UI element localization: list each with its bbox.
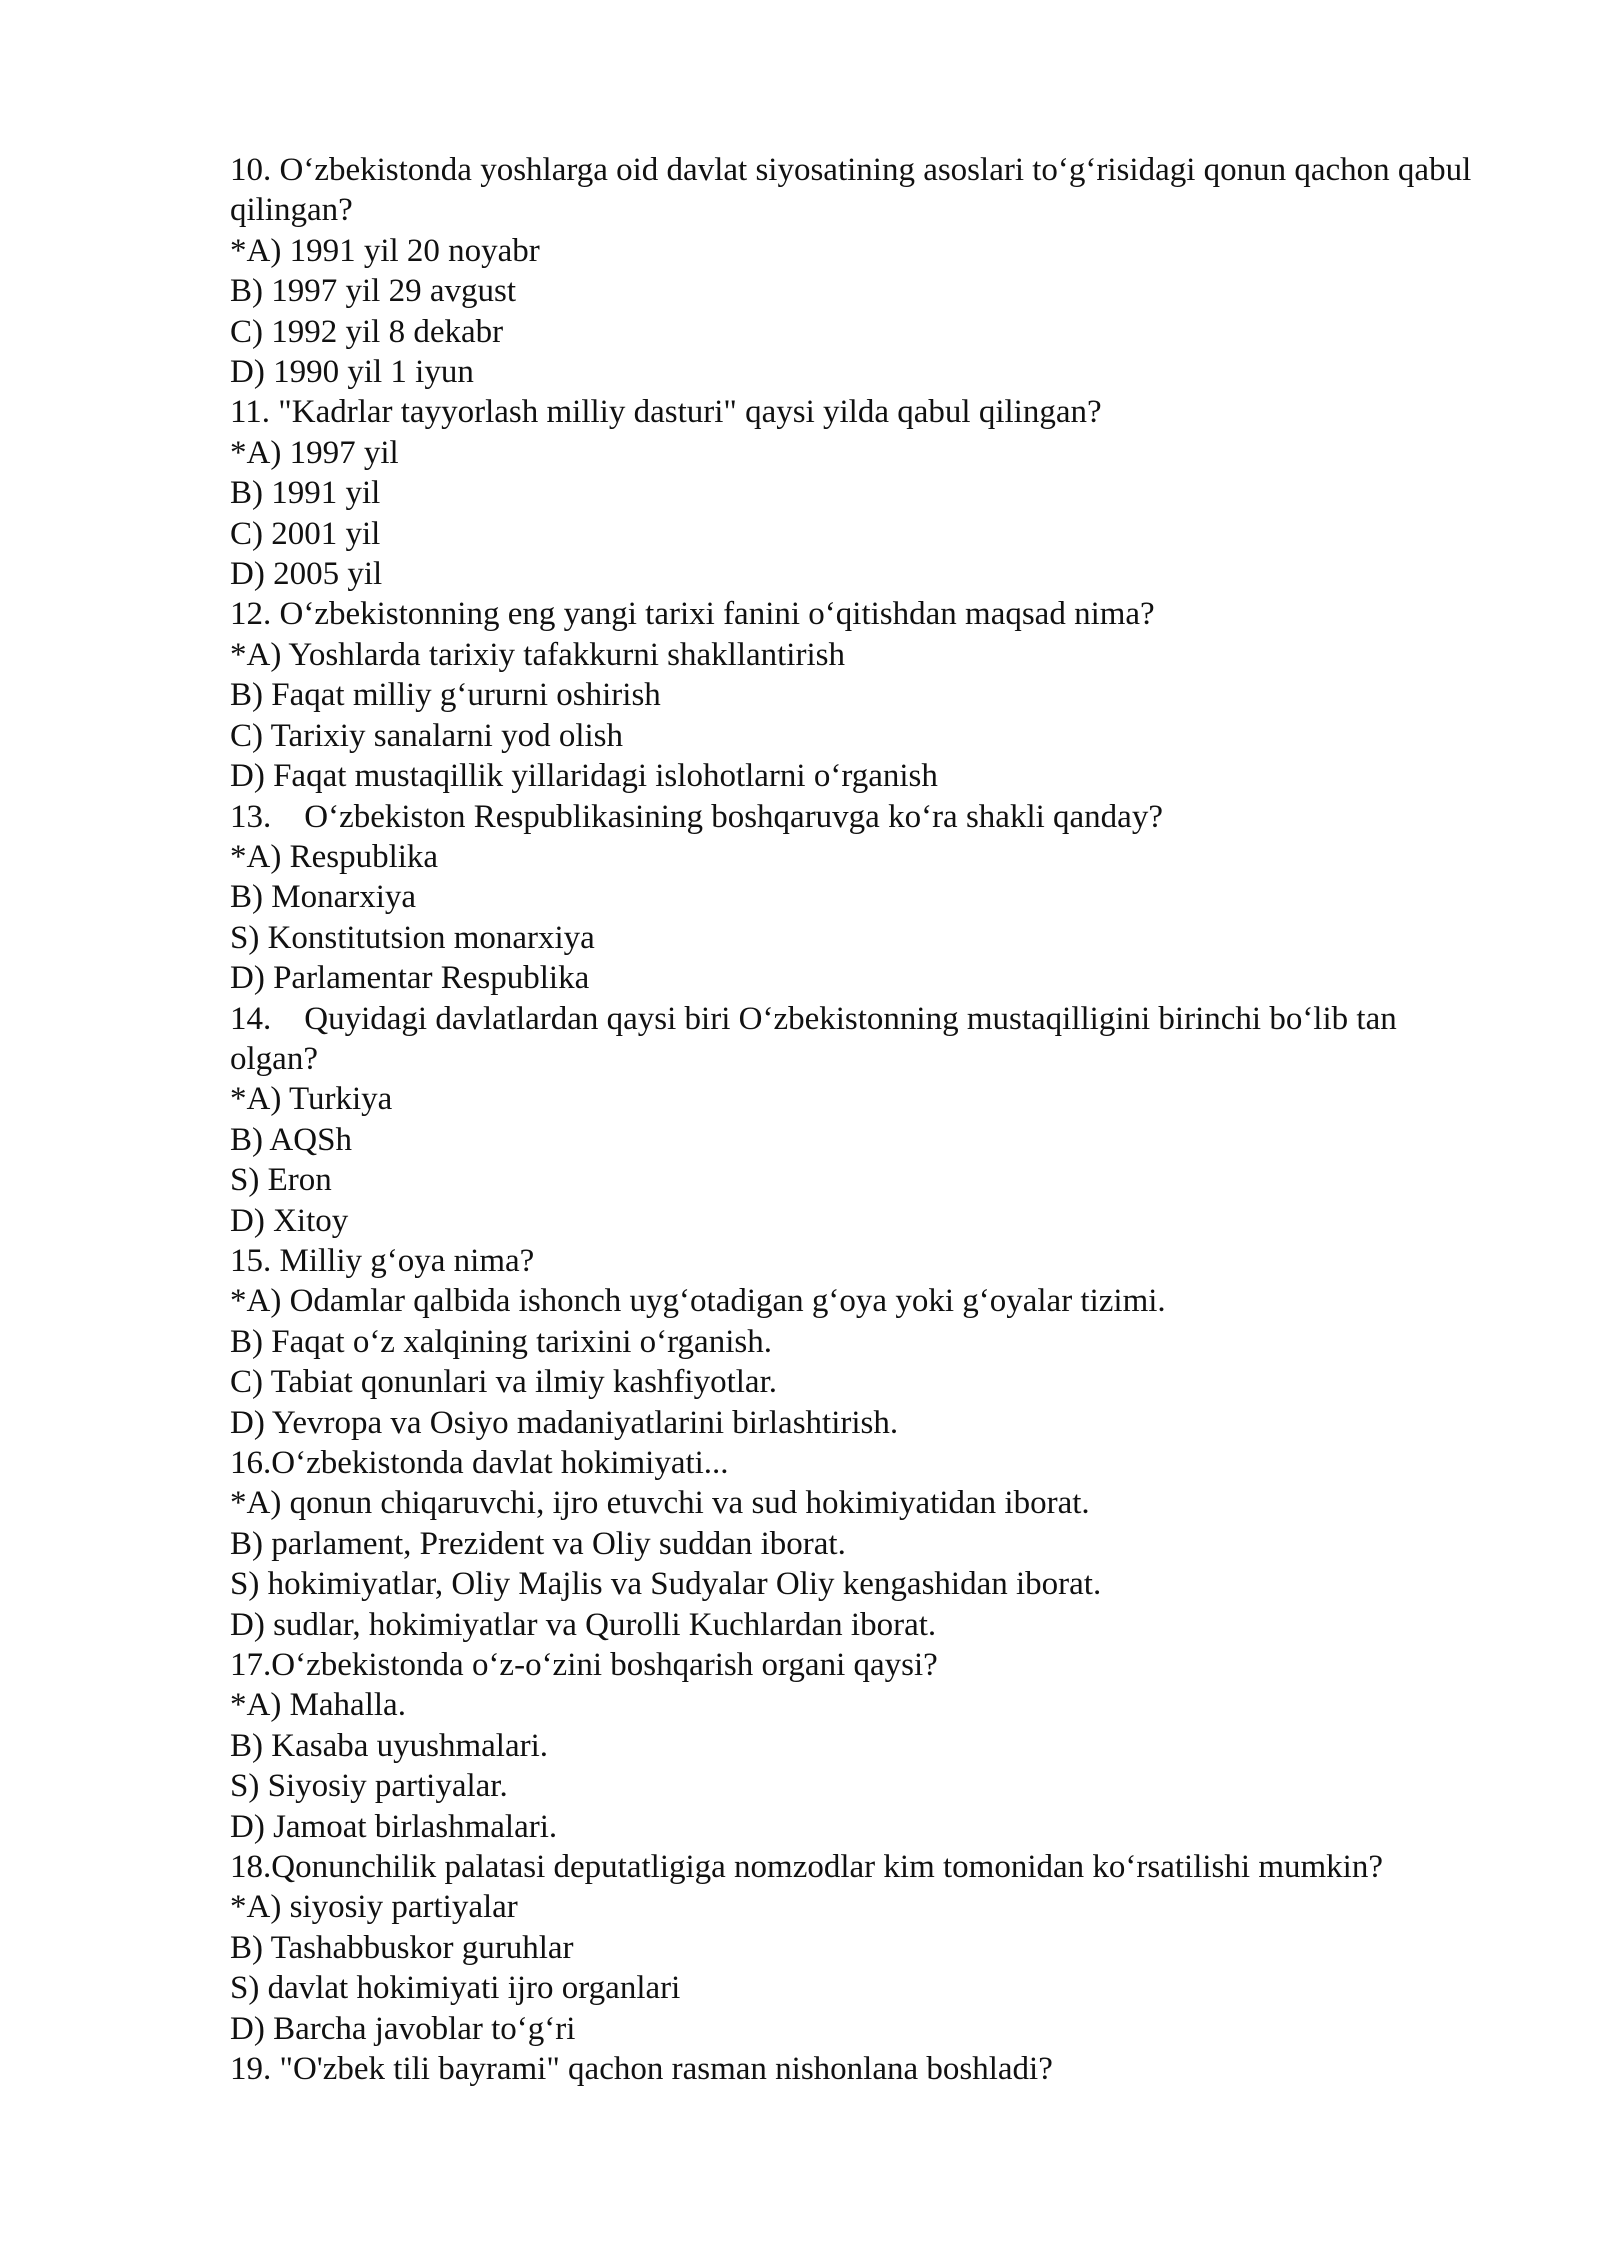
document-line: *A) Turkiya (230, 1081, 393, 1118)
document-line: S) hokimiyatlar, Oliy Majlis va Sudyalar Oliy kengashidan iborat. (230, 1566, 1102, 1603)
document-line: S) Konstitutsion monarxiya (230, 919, 595, 956)
document-line: *A) Yoshlarda tarixiy tafakkurni shakllantirish (230, 636, 845, 673)
document-line: C) 2001 yil (230, 515, 381, 552)
document-line: S) Siyosiy partiyalar. (230, 1768, 508, 1805)
document-line: B) Faqat o‘z xalqining tarixini o‘rganish. (230, 1323, 772, 1360)
document-line: 17.O‘zbekistonda o‘z-o‘zini boshqarish organi qaysi? (230, 1647, 938, 1684)
document-line: D) Jamoat birlashmalari. (230, 1808, 558, 1845)
document-line: S) Eron (230, 1162, 332, 1199)
document-line: B) Tashabbuskor guruhlar (230, 1929, 574, 1966)
document-line: D) Parlamentar Respublika (230, 960, 590, 997)
document-line: *A) Respublika (230, 838, 439, 875)
document-line: 11. "Kadrlar tayyorlash milliy dasturi" qaysi yilda qabul qilingan? (230, 394, 1102, 431)
document-line: D) sudlar, hokimiyatlar va Qurolli Kuchlardan iborat. (230, 1606, 937, 1643)
document-line: B) 1997 yil 29 avgust (230, 273, 516, 310)
document-line: D) 1990 yil 1 iyun (230, 354, 474, 391)
document-line: 19. "O'zbek tili bayrami" qachon rasman nishonlana boshladi? (230, 2051, 1053, 2088)
document-line: *A) 1991 yil 20 noyabr (230, 232, 540, 269)
document-line: B) parlament, Prezident va Oliy suddan iborat. (230, 1525, 846, 1562)
document-line: 18.Qonunchilik palatasi deputatligiga nomzodlar kim tomonidan ko‘rsatilishi mumkin? (230, 1849, 1383, 1886)
document-line: *A) siyosiy partiyalar (230, 1889, 518, 1926)
document-line: B) Kasaba uyushmalari. (230, 1727, 548, 1764)
document-line: 10. O‘zbekistonda yoshlarga oid davlat siyosatining asoslari to‘g‘risidagi qonun qachon qabul qilingan? (230, 152, 1480, 229)
document-line: D) Yevropa va Osiyo madaniyatlarini birlashtirish. (230, 1404, 899, 1441)
document-line: B) Faqat milliy g‘ururni oshirish (230, 677, 661, 714)
document-line: C) Tabiat qonunlari va ilmiy kashfiyotlar. (230, 1364, 777, 1401)
quiz-text-block (230, 150, 1480, 2090)
document-line: D) Faqat mustaqillik yillaridagi islohotlarni o‘rganish (230, 758, 938, 795)
document-line: D) 2005 yil (230, 556, 383, 593)
document-line: *A) qonun chiqaruvchi, ijro etuvchi va sud hokimiyatidan iborat. (230, 1485, 1090, 1522)
document-line: B) AQSh (230, 1121, 352, 1158)
document-line: B) Monarxiya (230, 879, 417, 916)
document-line: 14. Quyidagi davlatlardan qaysi biri O‘zbekistonning mustaqilligini birinchi bo‘lib tan olgan? (230, 1000, 1405, 1077)
document-line: 15. Milliy g‘oya nima? (230, 1242, 535, 1279)
document-line: *A) 1997 yil (230, 434, 399, 471)
document-line: D) Barcha javoblar to‘g‘ri (230, 2010, 576, 2047)
document-line: D) Xitoy (230, 1202, 349, 1239)
document-line: C) 1992 yil 8 dekabr (230, 313, 504, 350)
document-line: C) Tarixiy sanalarni yod olish (230, 717, 624, 754)
document-line: *A) Mahalla. (230, 1687, 406, 1724)
document-line: 13. O‘zbekiston Respublikasining boshqaruvga ko‘ra shakli qanday? (230, 798, 1163, 835)
document-line: S) davlat hokimiyati ijro organlari (230, 1970, 681, 2007)
document-line: 16.O‘zbekistonda davlat hokimiyati... (230, 1445, 729, 1481)
document-line: 12. O‘zbekistonning eng yangi tarixi fanini o‘qitishdan maqsad nima? (230, 596, 1155, 633)
document-line: *A) Odamlar qalbida ishonch uyg‘otadigan g‘oya yoki g‘oyalar tizimi. (230, 1283, 1166, 1320)
document-line: B) 1991 yil (230, 475, 381, 512)
